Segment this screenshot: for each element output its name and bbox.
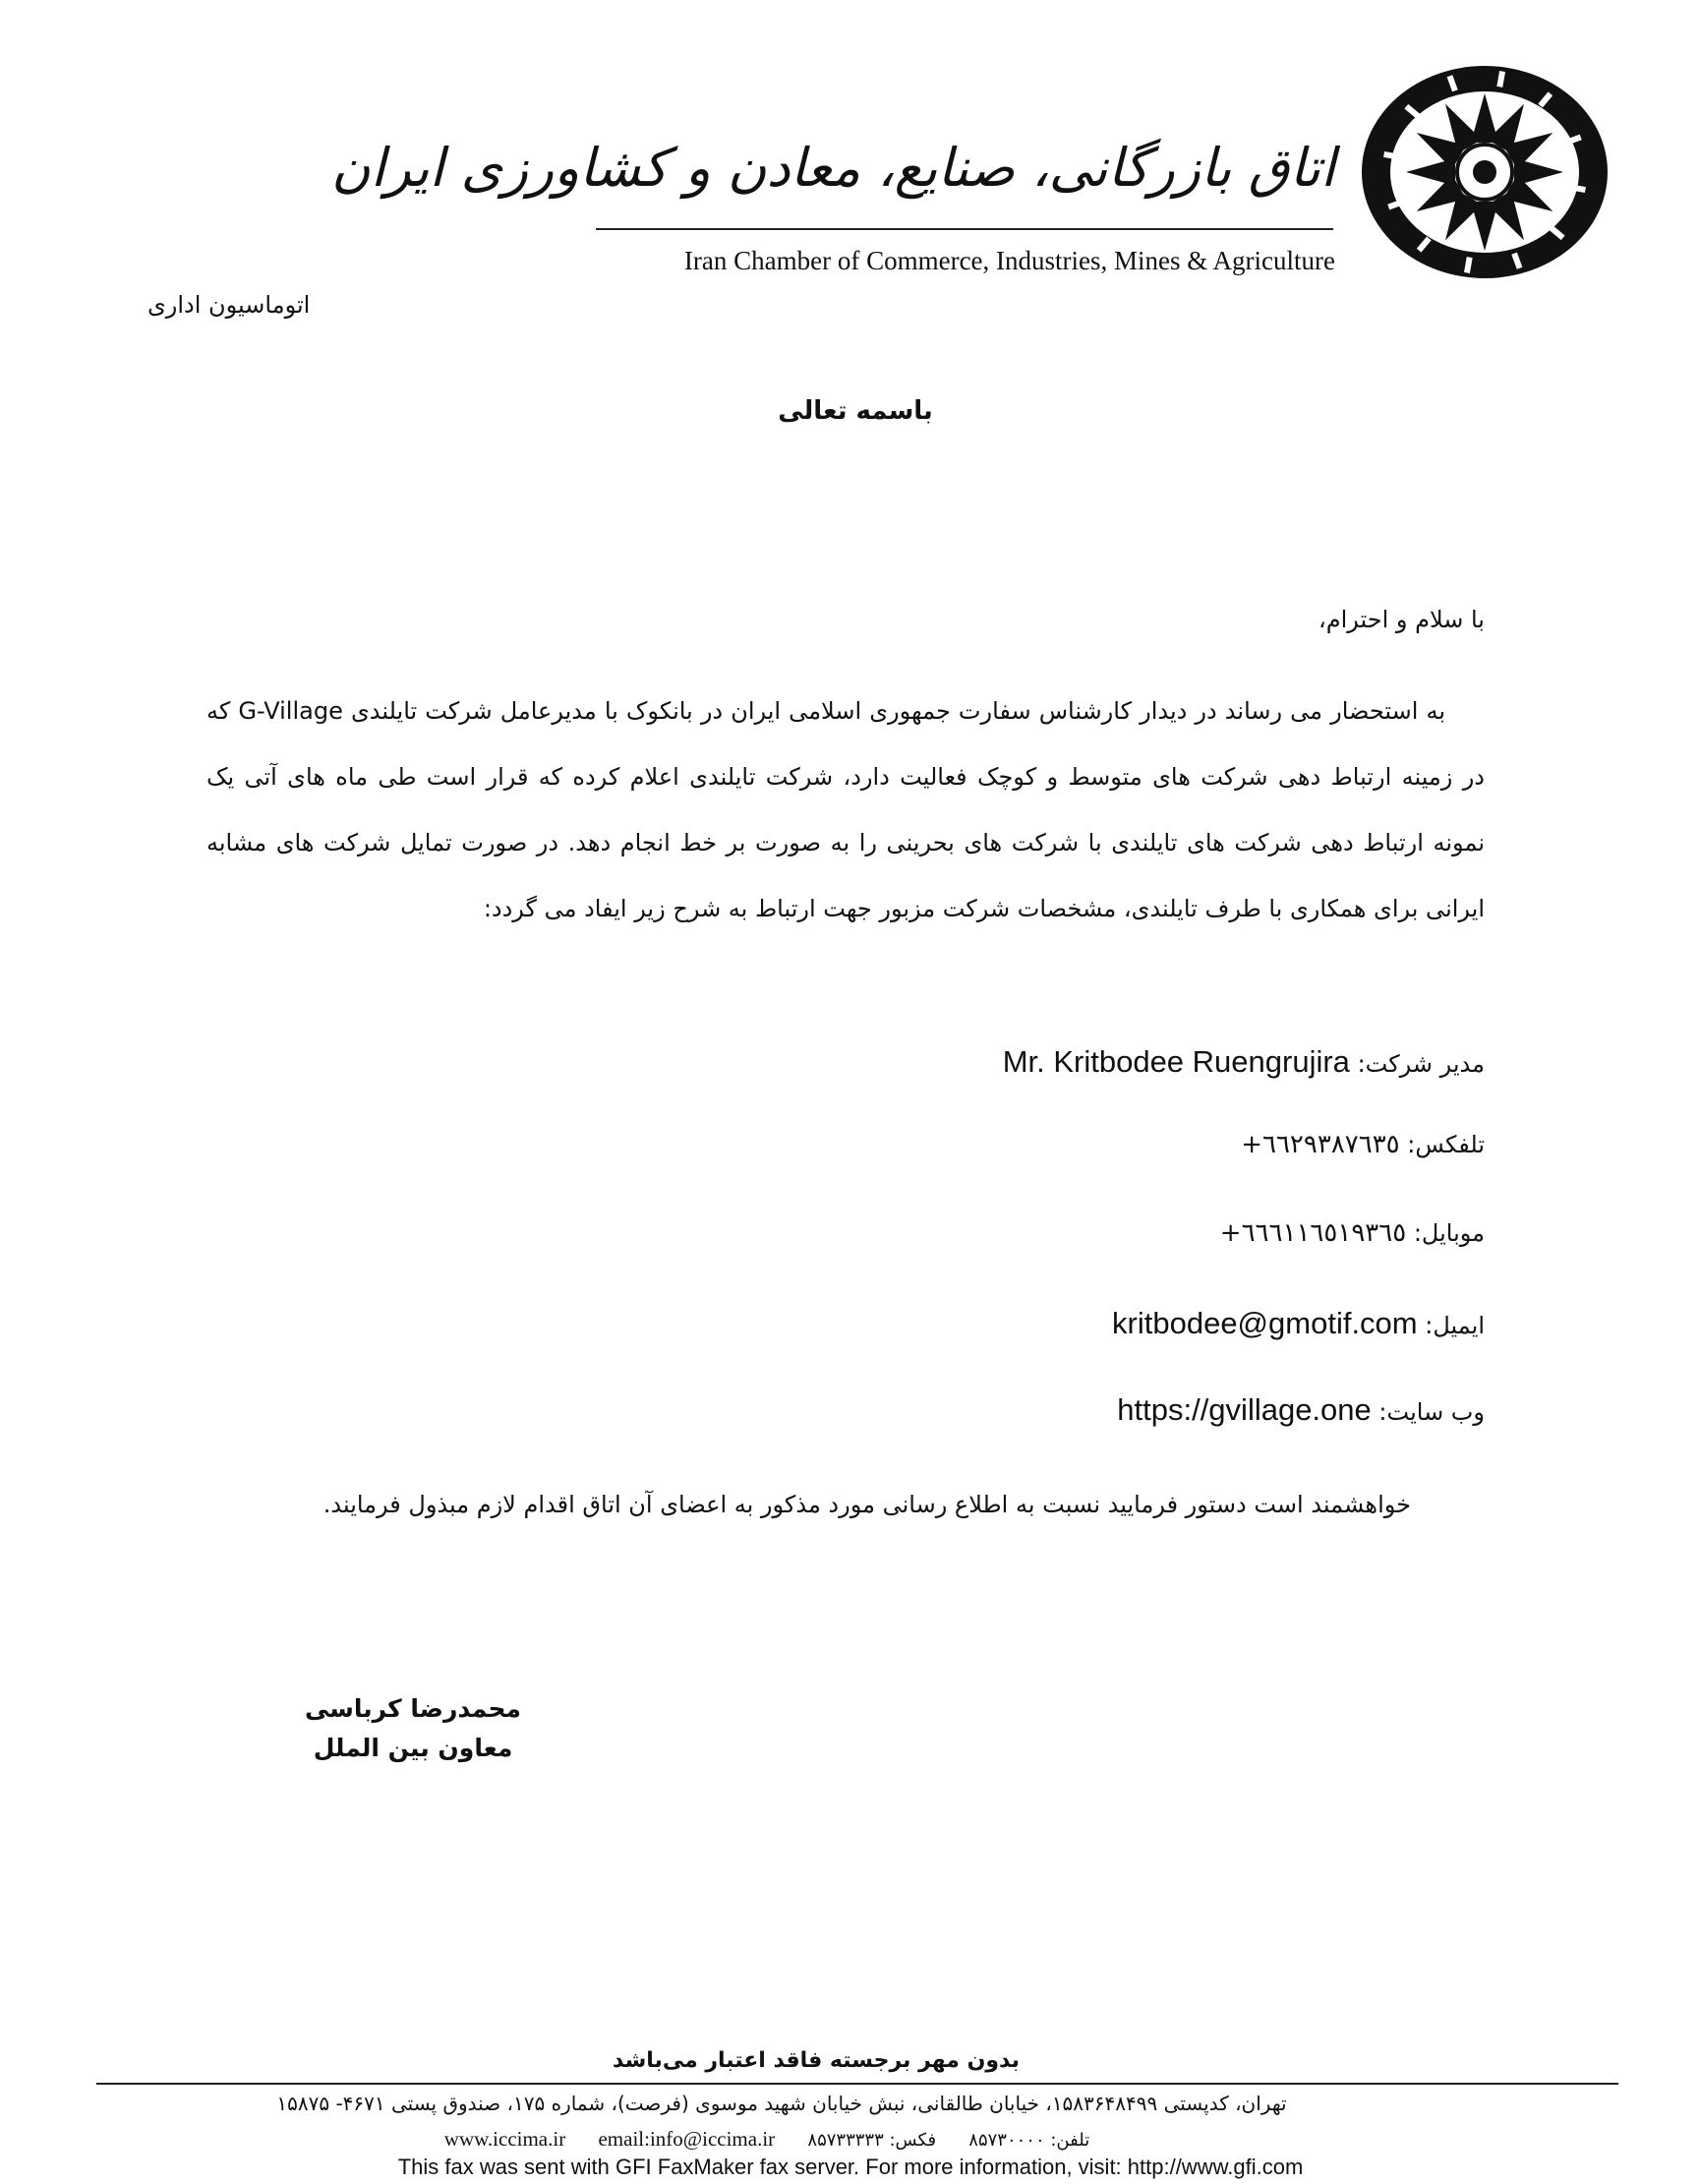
basmala-heading: باسمه تعالی: [778, 396, 933, 426]
contact-email-label: ایمیل:: [1425, 1312, 1485, 1339]
footer-contacts: [324, 2124, 1209, 2155]
contact-website-value: https://gvillage.one: [1117, 1392, 1372, 1427]
footer-divider: [96, 2083, 1618, 2085]
contact-manager-value: Mr. Kritbodee Ruengrujira: [1002, 1044, 1350, 1079]
signature-block: [295, 1689, 531, 1768]
footer-website: www.iccima.ir: [443, 2127, 566, 2151]
contact-telefax-value: +٦٦٢٩٣٨٧٦٣٥: [1241, 1130, 1400, 1159]
letterhead-title-en: Iran Chamber of Commerce, Industries, Mines & Agriculture: [683, 246, 1335, 275]
greeting: با سلام و احترام،: [1318, 606, 1485, 633]
body-paragraph: به استحضار می رساند در دیدار کارشناس سفارت جمهوری اسلامی ایران در بانکوک با مدیرعامل شرکت تایلندی G-Village که در زمینه ارتباط دهی شرکت های متوسط و کوچک فعالیت دارد، شرکت تایلندی اعلام کرده که قرار است طی ماه های آتی یک نمونه ارتباط دهی شرکت های تایلندی با شرکت های بحرینی را به صورت بر خط انجام دهد. در صورت تمایل شرکت های مشابه ایرانی برای همکاری با طرف تایلندی، مشخصات شرکت مزبور جهت ارتباط به شرح زیر ایفاد می گردد:: [206, 697, 1485, 922]
fax-server-note: This fax was sent with GFI FaxMaker fax server. For more information, visit: http://www.gfi.com: [397, 2154, 1304, 2179]
contact-telefax-row: [600, 1123, 1485, 1166]
contact-mobile-row: [600, 1211, 1485, 1255]
contact-email-value: kritbodee@gmotif.com: [1112, 1306, 1418, 1340]
contact-manager-row: [600, 1040, 1485, 1086]
signatory-title: معاون بین الملل: [313, 1734, 513, 1762]
contact-website-label: وب سایت:: [1378, 1398, 1485, 1426]
letterhead-divider: [596, 228, 1333, 230]
stamp-validity-note: بدون مهر برجسته فاقد اعتبار می‌باشد: [612, 2048, 1021, 2073]
footer-fax: فکس: ۸۵۷۳۳۳۳۳: [807, 2130, 937, 2151]
contact-mobile-value: +٦٦٦١١٦٥١٩٣٦٥: [1219, 1218, 1407, 1248]
chamber-logo: [1359, 59, 1614, 285]
footer-email: email:info@iccima.ir: [598, 2127, 776, 2151]
contact-telefax-label: تلفکس:: [1407, 1131, 1485, 1158]
contact-manager-label: مدیر شرکت:: [1357, 1050, 1485, 1078]
closing-paragraph: خواهشمند است دستور فرمایید نسبت به اطلاع رسانی مورد مذکور به اعضای آن اتاق اقدام لازم مبذول فرمایند.: [322, 1491, 1411, 1518]
contact-website-row: [600, 1388, 1485, 1434]
department-label: اتوماسیون اداری: [147, 291, 311, 319]
contact-email-row: [600, 1302, 1485, 1347]
footer-phone: تلفن: ۸۵۷۳۰۰۰۰: [968, 2130, 1090, 2151]
letterhead-title-fa: اتاق بازرگانی، صنایع، معادن و کشاورزی ایران: [331, 137, 1335, 199]
signatory-name: محمدرضا کرباسی: [304, 1694, 522, 1723]
footer-address: تهران، کدپستی ۱۵۸۳۶۴۸۴۹۹، خیابان طالقانی، نبش خیابان شهید موسوی (فرصت)، شماره ۱۷۵، صندوق پستی ۴۶۷۱- ۱۵۸۷۵: [276, 2092, 1287, 2115]
contact-mobile-label: موبایل:: [1413, 1219, 1485, 1247]
